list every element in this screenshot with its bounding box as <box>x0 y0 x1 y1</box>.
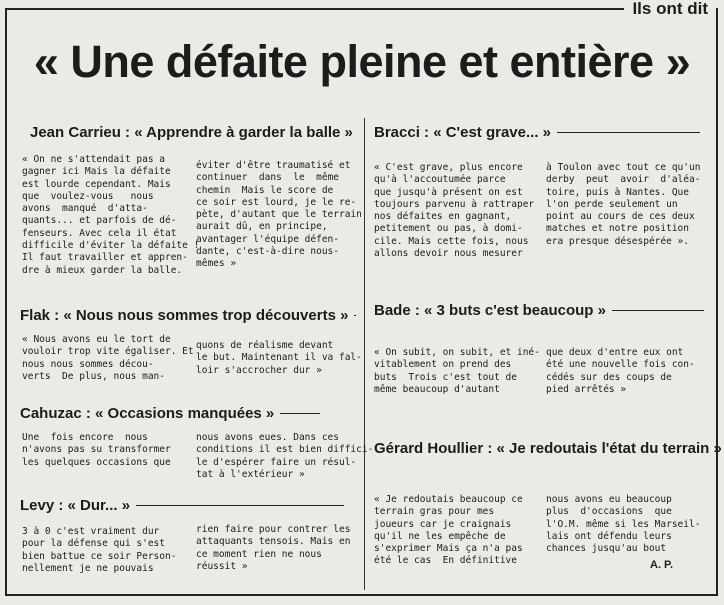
title-rule <box>612 310 704 311</box>
column-divider <box>364 118 365 590</box>
paragraph-bracci-col2: à Toulon avec tout ce qu'un derby peut avoir d'aléa- toire, puis à Nantes. Que l'on perde seulement un point au cours de ces deux matches et notre position era presque désespérée ». <box>546 162 701 247</box>
section-title-bracci <box>374 121 700 143</box>
rubric-label: Ils ont dit <box>624 0 716 18</box>
title-text: Bade : « 3 buts c'est beaucoup » <box>374 301 606 319</box>
title-rule <box>280 413 320 414</box>
paragraph-bade-col1: « On subit, on subit, et iné- vitablement on prend des buts Trois c'est tout de même beaucoup d'autant <box>374 347 540 395</box>
section-title-flak <box>20 304 356 326</box>
paragraph-flak-col2: quons de réalisme devant le but. Maintenant il va fal- loir s'accrocher dur » <box>196 340 362 376</box>
author-signature: A. P. <box>650 559 674 571</box>
section-title-houllier <box>374 437 722 459</box>
title-text: Flak : « Nous nous sommes trop découverts » <box>20 306 349 324</box>
paragraph-bade-col2: que deux d'entre eux ont été une nouvelle fois con- cédés sur des coups de pied arrêtés » <box>546 347 695 395</box>
paragraph-houllier-col2: nous avons eu beaucoup plus d'occasions que l'O.M. même si les Marseil- lais ont défendu leurs chances jusqu'au bout <box>546 494 701 555</box>
paragraph-levy-col1: 3 à 0 c'est vraiment dur pour la défense qui s'est bien battue ce soir Person- nellement je ne pouvais <box>22 526 177 574</box>
paragraph-carrieu-col1: « On ne s'attendait pas a gagner ici Mais la défaite est lourde cependant. Mais que voulez-vous nous avons manqué d'atta- quants... et parfois de dé- fenseurs. Avec cela il état difficile d'éviter la défaite ! Il faut travailler et appren- dre à mieux garder la balle. <box>22 154 200 276</box>
section-title-bade <box>374 299 704 321</box>
title-rule <box>136 505 344 506</box>
section-title-levy <box>20 494 344 516</box>
title-text: Cahuzac : « Occasions manquées » <box>20 404 275 422</box>
paragraph-houllier-col1: « Je redoutais beaucoup ce terrain gras pour mes joueurs car je craignais qu'il ne les empêche de s'exprimer Mais ça n'a pas été le cas En définitive <box>374 494 523 567</box>
title-text: Bracci : « C'est grave... » <box>374 123 551 141</box>
headline: « Une défaite pleine et entière » <box>33 36 691 87</box>
paragraph-cahuzac-col2: nous avons eues. Dans ces conditions il est bien diffici- le d'espérer faire un résul- tat à l'extérieur » <box>196 432 374 480</box>
paragraph-levy-col2: rien faire pour contrer les attaquants tensois. Mais en ce moment rien ne nous réussit » <box>196 524 351 572</box>
title-text: Gérard Houllier : « Je redoutais l'état du terrain » <box>374 439 722 457</box>
title-text: Levy : « Dur... » <box>20 496 131 514</box>
paragraph-bracci-col1: « C'est grave, plus encore qu'à l'accoutumée parce que jusqu'à présent on est toujours parvenu à rattraper nos défaites en gagnant, petitement ou pas, à domi- cile. Mais cette fois, nous allons devoir nous mesurer <box>374 162 535 260</box>
paragraph-cahuzac-col1: Une fois encore nous n'avons pas su transformer les quelques occasions que <box>22 432 171 468</box>
title-text: Jean Carrieu : « Apprendre à garder la balle » <box>30 123 353 141</box>
paragraph-carrieu-col2: éviter d'être traumatisé et continuer dans le même chemin Mais le score de ce soir est lourd, je le re- pète, d'autant que le terrain aurait dû, en principe, avantager l'équipe défen- dante, c'est-à-dire nous- mêmes » <box>196 160 362 270</box>
title-rule <box>557 132 700 133</box>
paragraph-flak-col1: « Nous avons eu le tort de vouloir trop vite égaliser. Et nous nous sommes décou- verts De plus, nous man- <box>22 334 194 382</box>
section-title-cahuzac <box>20 402 320 424</box>
section-title-carrieu <box>30 121 358 143</box>
title-rule <box>354 315 356 316</box>
